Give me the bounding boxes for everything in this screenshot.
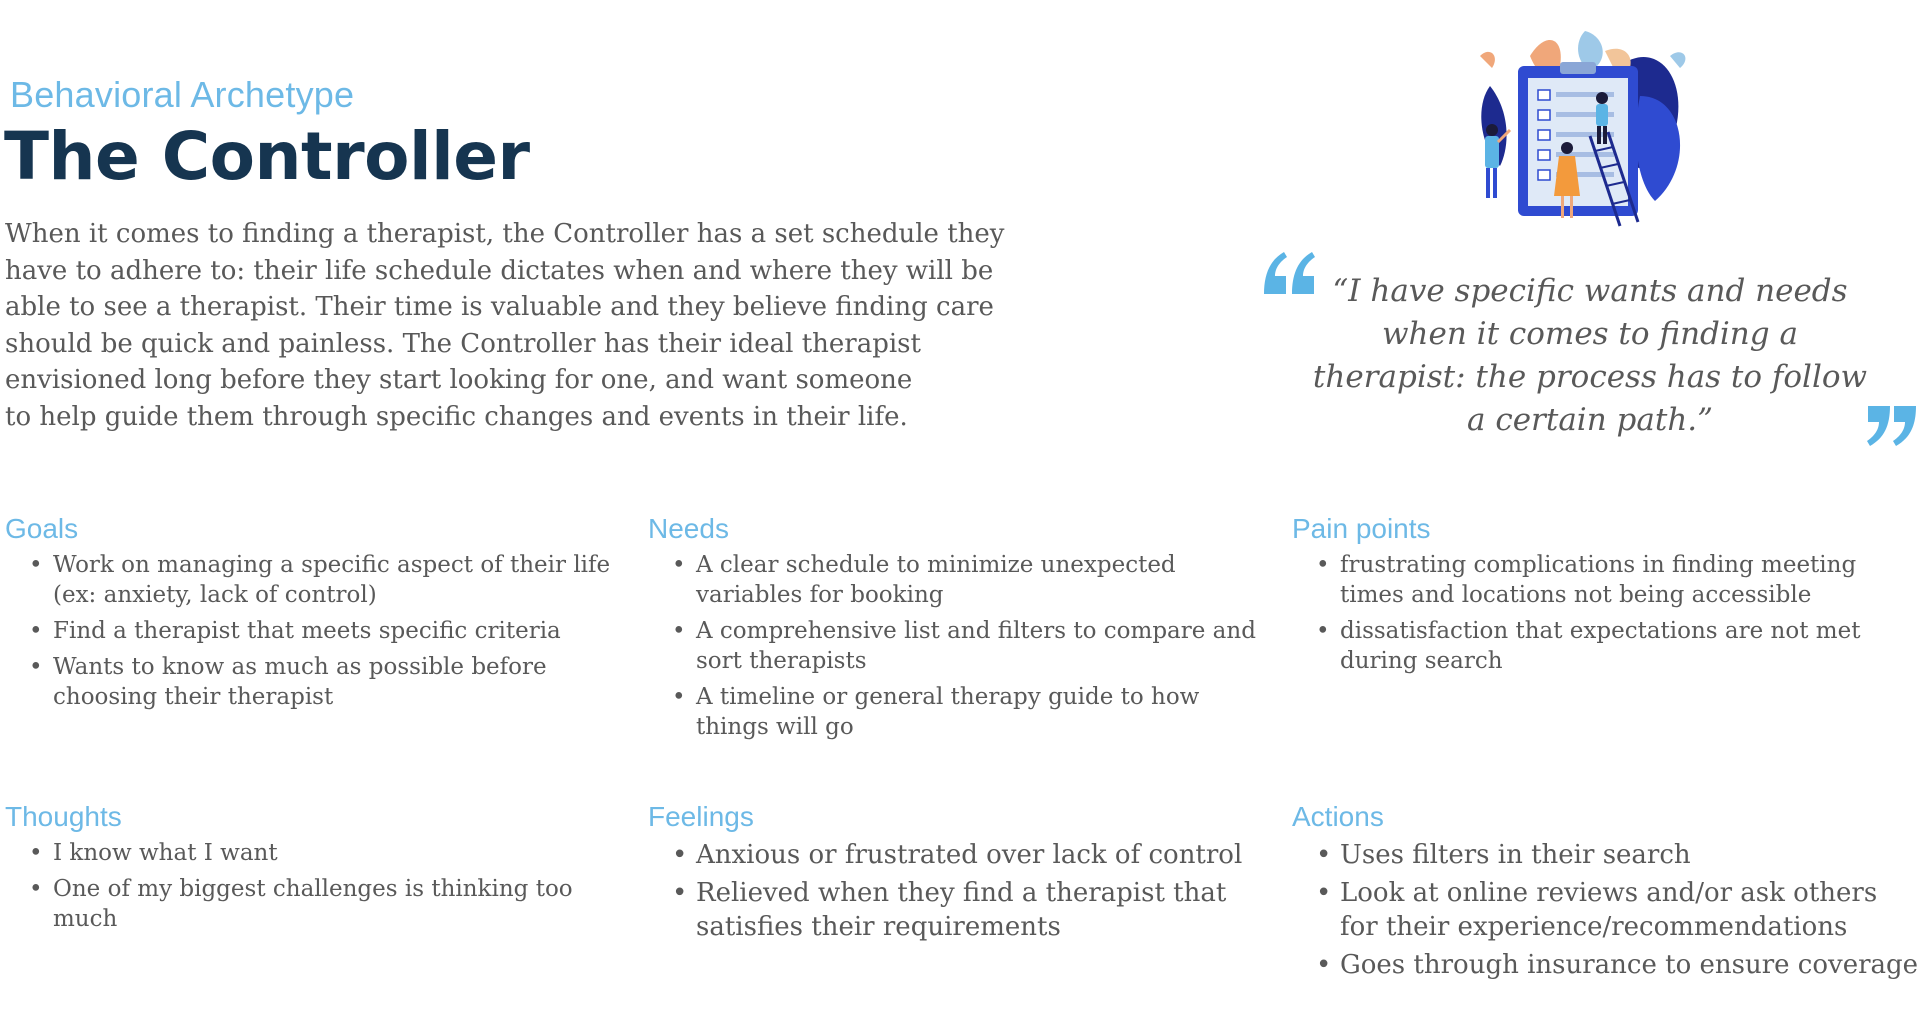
section-heading: Pain points <box>1292 513 1431 544</box>
intro-line: When it comes to finding a therapist, the Controller has a set schedule they <box>5 219 1005 249</box>
list-item: • Work on managing a specific aspect of their life (ex: anxiety, lack of control) <box>29 552 611 608</box>
list-item: • A comprehensive list and filters to compare and sort therapists <box>672 618 1256 674</box>
quote-line: a certain path.” <box>1467 402 1713 438</box>
intro-line: envisioned long before they start looking for one, and want someone <box>5 365 913 395</box>
eyebrow-label: Behavioral Archetype <box>10 74 355 115</box>
list-item: • Wants to know as much as possible before choosing their therapist <box>29 654 547 710</box>
list-item: • Find a therapist that meets specific criteria <box>29 618 561 644</box>
intro-paragraph <box>5 216 1015 435</box>
section-heading: Feelings <box>648 801 754 832</box>
section-pain-points <box>1292 512 1912 682</box>
goals-list <box>5 550 625 712</box>
intro-line: have to adhere to: their life schedule dictates when and where they will be <box>5 255 994 286</box>
list-item: • Look at online reviews and/or ask others for their experience/recommendations <box>1316 878 1878 942</box>
section-needs <box>648 512 1268 748</box>
needs-list <box>648 550 1268 742</box>
quote-line: when it comes to finding a <box>1382 316 1798 352</box>
list-item: • dissatisfaction that expectations are not met during search <box>1316 618 1861 674</box>
quote-line: “I have specific wants and needs <box>1332 273 1848 309</box>
list-item: • Anxious or frustrated over lack of control <box>672 840 1243 870</box>
intro-line: able to see a therapist. Their time is valuable and they believe finding care <box>5 292 994 322</box>
feelings-list <box>648 838 1268 944</box>
section-actions <box>1292 800 1919 986</box>
thoughts-list <box>5 838 625 934</box>
quote-line: therapist: the process has to follow <box>1312 359 1868 395</box>
clipboard-checklist-illustration <box>1470 26 1700 238</box>
list-item: • frustrating complications in finding meeting times and locations not being accessible <box>1316 552 1857 608</box>
section-heading: Needs <box>648 513 729 544</box>
section-goals <box>5 512 625 718</box>
section-heading: Goals <box>5 513 79 544</box>
list-item: • One of my biggest challenges is thinking too much <box>29 876 573 932</box>
list-item: • A timeline or general therapy guide to how things will go <box>672 684 1200 740</box>
list-item: • Relieved when they find a therapist that satisfies their requirements <box>672 878 1227 942</box>
section-heading: Thoughts <box>5 801 122 832</box>
pain-points-list <box>1292 550 1912 676</box>
persona-quote <box>1310 270 1870 442</box>
quote-close-icon <box>1864 404 1918 450</box>
intro-line: to help guide them through specific changes and events in their life. <box>5 401 908 432</box>
intro-line: should be quick and painless. The Controller has their ideal therapist <box>5 328 921 359</box>
list-item: • A clear schedule to minimize unexpected variables for booking <box>672 552 1176 608</box>
list-item: • Goes through insurance to ensure coverage <box>1316 950 1919 980</box>
section-heading: Actions <box>1292 801 1384 832</box>
page-title: The Controller <box>4 118 530 195</box>
list-item: • Uses filters in their search <box>1316 840 1691 870</box>
list-item: • I know what I want <box>29 840 278 866</box>
section-feelings <box>648 800 1268 948</box>
section-thoughts <box>5 800 625 940</box>
actions-list <box>1292 838 1919 982</box>
